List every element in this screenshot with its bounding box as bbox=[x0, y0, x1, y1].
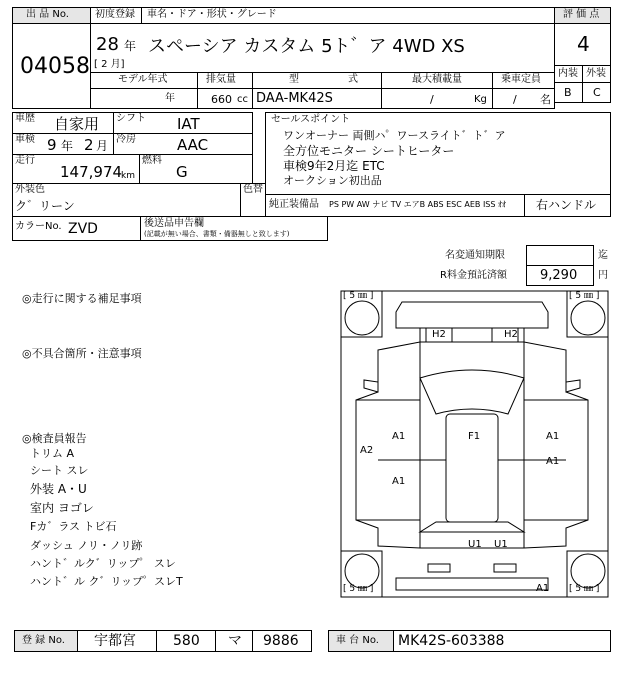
rear-bumper bbox=[396, 578, 548, 590]
reg-kana: マ bbox=[228, 633, 242, 649]
tire-front-right bbox=[571, 301, 605, 335]
equipment-items: PS PW AW ナビ TV エアB ABS ESC AEB ISS ｵｵ bbox=[329, 200, 507, 209]
mark-a1-left-front: A1 bbox=[392, 431, 406, 442]
mark-a1-rear-bumper: A1 bbox=[536, 583, 550, 594]
color-no-value: ZVD bbox=[68, 221, 98, 237]
capacity-label: 乗車定員 bbox=[501, 74, 541, 85]
inspector-line: シート スレ bbox=[30, 464, 89, 477]
mark-h2-right: H2 bbox=[504, 329, 518, 340]
name-change-unit: 迄 bbox=[598, 250, 608, 261]
docs-note: (記載が無い場合、書類・備器無しと致します) bbox=[144, 230, 290, 238]
reg-label: 登 録 No. bbox=[22, 635, 65, 646]
usage-label: 車歴 bbox=[15, 113, 35, 124]
type-label: 型 bbox=[289, 74, 299, 85]
max-load-unit: Kg bbox=[474, 94, 487, 105]
shift-value: IAT bbox=[177, 115, 200, 133]
car-name: スペーシア カスタム 5ト゛ア 4WD XS bbox=[148, 36, 465, 57]
tire-depth-rear-right: [ 5 ㎜ ] bbox=[569, 584, 600, 594]
mark-a2-left: A2 bbox=[360, 445, 374, 456]
color-no-label: カラーNo. bbox=[15, 221, 62, 232]
capacity-unit: 名 bbox=[540, 93, 551, 106]
tire-front-left bbox=[345, 301, 379, 335]
inspector-line: Fカ゛ラス トビ石 bbox=[30, 520, 117, 533]
mirror-right bbox=[566, 380, 580, 392]
equipment-label: 純正装備品 bbox=[269, 199, 319, 210]
inspector-line: ダッシュ ノリ・ノリ跡 bbox=[30, 539, 143, 552]
first-reg-year: 28 bbox=[96, 34, 119, 55]
color-label: 外装色 bbox=[15, 184, 45, 195]
driving-notes-label: ◎走行に関する補足事項 bbox=[22, 292, 142, 305]
body-outline bbox=[356, 342, 588, 548]
inspection-month-unit: 月 bbox=[96, 139, 109, 153]
chassis-number: MK42S-603388 bbox=[398, 633, 505, 649]
mark-a1-left-rear: A1 bbox=[392, 476, 406, 487]
mirror-left bbox=[364, 380, 378, 392]
recycle-unit: 円 bbox=[598, 270, 608, 281]
mark-f1-glass: F1 bbox=[468, 431, 481, 442]
mileage-label: 走行 bbox=[15, 155, 35, 166]
recycle-label: R料金預託済額 bbox=[440, 270, 507, 281]
fuel-value: G bbox=[176, 163, 188, 181]
shift-label: シフト bbox=[116, 113, 146, 124]
sales-points-label: セールスポイント bbox=[271, 114, 351, 125]
score-label: 評 価 点 bbox=[563, 9, 600, 20]
repaint-label: 色替 bbox=[243, 184, 263, 195]
inspection-year-unit: 年 bbox=[61, 139, 74, 153]
displacement-label: 排気量 bbox=[206, 74, 236, 85]
displacement-unit: cc bbox=[237, 94, 248, 105]
tire-depth-rear-left: [ 5 ㎜ ] bbox=[343, 584, 374, 594]
reg-city: 宇都宮 bbox=[94, 633, 136, 649]
type-label-2: 式 bbox=[348, 74, 358, 85]
lot-number: 04058 bbox=[20, 54, 90, 79]
usage-value: 自家用 bbox=[54, 115, 100, 133]
capacity-slash: / bbox=[513, 93, 517, 106]
taillight-right bbox=[494, 564, 516, 572]
inspection-label: 車検 bbox=[15, 134, 35, 145]
displacement-value: 660 bbox=[211, 93, 232, 106]
interior-grade: B bbox=[564, 86, 572, 99]
reg-number: 9886 bbox=[263, 633, 299, 649]
reg-class: 580 bbox=[173, 633, 200, 649]
inspector-report-label: ◎検査員報告 bbox=[22, 432, 87, 445]
docs-label: 後送品申告欄 bbox=[144, 218, 204, 229]
chassis-label: 車 台 No. bbox=[336, 635, 379, 646]
sales-point-line: オークション初出品 bbox=[283, 174, 382, 187]
mark-h2-left: H2 bbox=[432, 329, 446, 340]
interior-label: 内装 bbox=[558, 68, 578, 79]
exterior-label: 外装 bbox=[586, 68, 606, 79]
sales-point-line: 全方位モニター シートヒーター bbox=[283, 144, 455, 158]
mark-u1-left: U1 bbox=[468, 539, 482, 550]
inspector-line: 外装 A・U bbox=[30, 482, 87, 496]
sales-point-line: 車検9年2月迄 ETC bbox=[283, 159, 385, 173]
max-load-label: 最大積載量 bbox=[412, 74, 462, 85]
first-reg-month: [ 2 月] bbox=[94, 59, 125, 70]
car-name-label: 車名・ドア・形状・グレード bbox=[147, 9, 277, 20]
mark-u1-right: U1 bbox=[494, 539, 508, 550]
mark-a1-right-rear: A1 bbox=[546, 456, 560, 467]
model-code: DAA-MK42S bbox=[256, 91, 333, 106]
year-unit: 年 bbox=[124, 39, 137, 53]
defect-notes-label: ◎不具合箇所・注意事項 bbox=[22, 347, 142, 360]
fuel-label: 燃料 bbox=[142, 155, 162, 166]
taillight-left bbox=[428, 564, 450, 572]
ac-value: AAC bbox=[177, 136, 209, 154]
tire-depth-front-left: [ 5 ㎜ ] bbox=[343, 291, 374, 301]
inspector-line: ハント゛ル ク゛リップ゜スレT bbox=[30, 575, 183, 588]
max-load-slash: / bbox=[430, 93, 434, 106]
rear-glass bbox=[420, 522, 524, 532]
recycle-value: 9,290 bbox=[540, 268, 578, 283]
mark-a1-right-front: A1 bbox=[546, 431, 560, 442]
inspection-month: 2 bbox=[84, 136, 94, 154]
inspector-line: ハント゛ルク゛リップ゜ スレ bbox=[30, 557, 176, 570]
inspection-year: 9 bbox=[47, 136, 57, 154]
model-year-label: モデル年式 bbox=[118, 74, 168, 85]
overall-score: 4 bbox=[577, 32, 590, 56]
tire-depth-front-right: [ 5 ㎜ ] bbox=[569, 291, 600, 301]
tire-rear-right bbox=[571, 554, 605, 588]
steering-side: 右ハンドル bbox=[536, 198, 597, 212]
sales-point-line: ワンオーナー 両側ハ゜ワースライト゛ト゛ア bbox=[283, 129, 506, 142]
inspector-line: 室内 ヨゴレ bbox=[30, 501, 94, 515]
color-value: ク゛リーン bbox=[15, 199, 75, 213]
inspector-line: トリム A bbox=[30, 447, 75, 460]
lot-label: 出 品 No. bbox=[26, 9, 69, 20]
name-change-label: 名変通知期限 bbox=[445, 250, 505, 261]
tire-rear-left bbox=[345, 554, 379, 588]
mileage-value: 147,974 bbox=[60, 163, 123, 181]
mileage-unit: km bbox=[121, 171, 135, 181]
first-reg-label: 初度登録 bbox=[95, 9, 135, 20]
front-bumper bbox=[396, 302, 548, 328]
ac-label: 冷房 bbox=[116, 134, 136, 145]
exterior-grade: C bbox=[593, 86, 601, 99]
windshield bbox=[420, 370, 524, 414]
model-year-unit: 年 bbox=[165, 93, 175, 104]
